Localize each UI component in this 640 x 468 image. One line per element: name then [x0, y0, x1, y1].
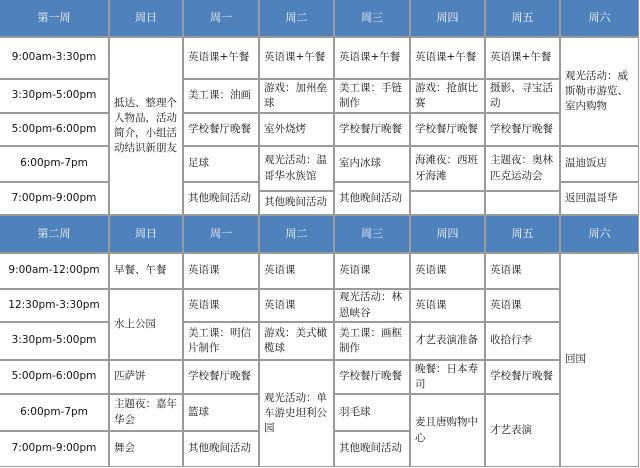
week2-time: 7:00pm-9:00pm	[0, 431, 109, 467]
week1-mon-activity: 其他晚间活动	[183, 182, 259, 215]
week1-fri-activity: 摄影、寻宝活动	[485, 79, 560, 113]
week2-time: 3:30pm-5:00pm	[0, 322, 109, 360]
week2-sun-activity: 舞会	[109, 431, 183, 467]
week1-header-sun: 周日	[109, 0, 183, 37]
week1-sat-activity: 观光活动：威斯勒市游览、室内购物	[560, 37, 639, 146]
week2-wed-activity: 美工课：画框制作	[334, 322, 410, 360]
week2-header-sun: 周日	[109, 215, 183, 253]
week2-wed-activity: 其他晚间活动	[334, 431, 410, 467]
week1-wed-activity: 室内冰球	[334, 146, 410, 182]
week2-sat-activity: 回国	[560, 253, 639, 467]
week2-time: 6:00pm-7pm	[0, 394, 109, 431]
week2-fri-activity: 收拾行李	[485, 322, 560, 360]
week1-time: 5:00pm-6:00pm	[0, 113, 109, 146]
week2-mon-activity: 学校餐厅晚餐	[183, 360, 259, 394]
week2-mon-activity: 英语课	[183, 253, 259, 289]
week2-tue-activity: 观光活动：单车游史坦利公园	[259, 360, 334, 467]
week2-tue-activity: 英语课	[259, 253, 334, 289]
week1-fri-activity: 学校餐厅晚餐	[485, 113, 560, 146]
week1-thu-activity: 英语课+午餐	[410, 37, 485, 79]
week1-fri-empty	[485, 191, 560, 215]
week1-fri-activity: 英语课+午餐	[485, 37, 560, 79]
week1-wed-activity: 学校餐厅晚餐	[334, 113, 410, 146]
week1-sun-activity: 抵达、整理个人物品，活动简介，小组活动结识新朋友	[109, 37, 183, 215]
week1-mon-activity: 学校餐厅晚餐	[183, 113, 259, 146]
week1-header-mon: 周一	[183, 0, 259, 37]
week1-mon-activity: 足球	[183, 146, 259, 182]
week2-header-fri: 周五	[485, 215, 560, 253]
week2-wed-activity: 观光活动：林恩峡谷	[334, 289, 410, 322]
week1-thu-empty	[410, 191, 485, 215]
week2-tue-activity: 游戏：美式橄榄球	[259, 322, 334, 360]
week1-header-week: 第一周	[0, 0, 109, 37]
week2-fri-activity: 才艺表演	[485, 394, 560, 467]
week2-fri-activity: 英语课	[485, 253, 560, 289]
week1-thu-activity: 海滩夜：西班牙海滩	[410, 146, 485, 191]
week1-tue-activity: 观光活动：温哥华水族馆	[259, 146, 334, 191]
week1-header-sat: 周六	[560, 0, 639, 37]
week2-thu-activity: 英语课	[410, 253, 485, 289]
week2-sun-activity: 水上公园	[109, 289, 183, 360]
week1-thu-activity: 游戏：抢旗比赛	[410, 79, 485, 113]
week1-mon-activity: 英语课+午餐	[183, 37, 259, 79]
week2-header-sat: 周六	[560, 215, 639, 253]
week2-time: 9:00am-12:00pm	[0, 253, 109, 289]
week2-sun-activity: 匹萨饼	[109, 360, 183, 394]
week2-header-tue: 周二	[259, 215, 334, 253]
week1-sat-activity: 温迪饭店	[560, 146, 639, 182]
week2-thu-activity: 晚餐：日本寿司	[410, 360, 485, 394]
week1-tue-activity: 英语课+午餐	[259, 37, 334, 79]
week1-fri-activity: 主题夜：奥林匹克运动会	[485, 146, 560, 191]
week2-fri-activity: 英语课	[485, 289, 560, 322]
week2-sun-activity: 早餐、午餐	[109, 253, 183, 289]
week1-thu-activity: 学校餐厅晚餐	[410, 113, 485, 146]
week1-sat-activity: 返回温哥华	[560, 182, 639, 215]
week1-time: 6:00pm-7pm	[0, 146, 109, 182]
week1-tue-activity: 室外烧烤	[259, 113, 334, 146]
week1-wed-activity: 英语课+午餐	[334, 37, 410, 79]
week1-tue-activity: 其他晚间活动	[259, 191, 334, 215]
week2-time: 5:00pm-6:00pm	[0, 360, 109, 394]
week2-header-week: 第二周	[0, 215, 109, 253]
week2-sun-activity: 主题夜：嘉年华会	[109, 394, 183, 431]
week2-wed-activity: 羽毛球	[334, 394, 410, 431]
week2-time: 12:30pm-3:30pm	[0, 289, 109, 322]
week2-mon-activity: 篮球	[183, 394, 259, 431]
week1-wed-activity: 其他晚间活动	[334, 182, 410, 215]
week1-header-thu: 周四	[410, 0, 485, 37]
week2-thu-activity: 英语课	[410, 289, 485, 322]
week2-mon-activity: 英语课	[183, 289, 259, 322]
week2-thu-activity: 麦且唐购物中心	[410, 394, 485, 467]
week1-tue-activity: 游戏：加州垒球	[259, 79, 334, 113]
week2-wed-activity: 英语课	[334, 253, 410, 289]
week2-fri-activity: 学校餐厅晚餐	[485, 360, 560, 394]
week1-time: 3:30pm-5:00pm	[0, 79, 109, 113]
week1-header-fri: 周五	[485, 0, 560, 37]
week2-header-thu: 周四	[410, 215, 485, 253]
week1-header-tue: 周二	[259, 0, 334, 37]
week2-mon-activity: 美工课：明信片制作	[183, 322, 259, 360]
week2-header-wed: 周三	[334, 215, 410, 253]
week2-header-mon: 周一	[183, 215, 259, 253]
week2-thu-activity: 才艺表演准备	[410, 322, 485, 360]
week1-wed-activity: 美工课：手链制作	[334, 79, 410, 113]
week1-header-wed: 周三	[334, 0, 410, 37]
week2-tue-activity: 英语课	[259, 289, 334, 322]
week1-time: 9:00am-3:30pm	[0, 37, 109, 79]
week1-time: 7:00pm-9:00pm	[0, 182, 109, 215]
week2-mon-activity: 其他晚间活动	[183, 431, 259, 467]
week2-wed-activity: 学校餐厅晚餐	[334, 360, 410, 394]
week1-mon-activity: 美工课：油画	[183, 79, 259, 113]
